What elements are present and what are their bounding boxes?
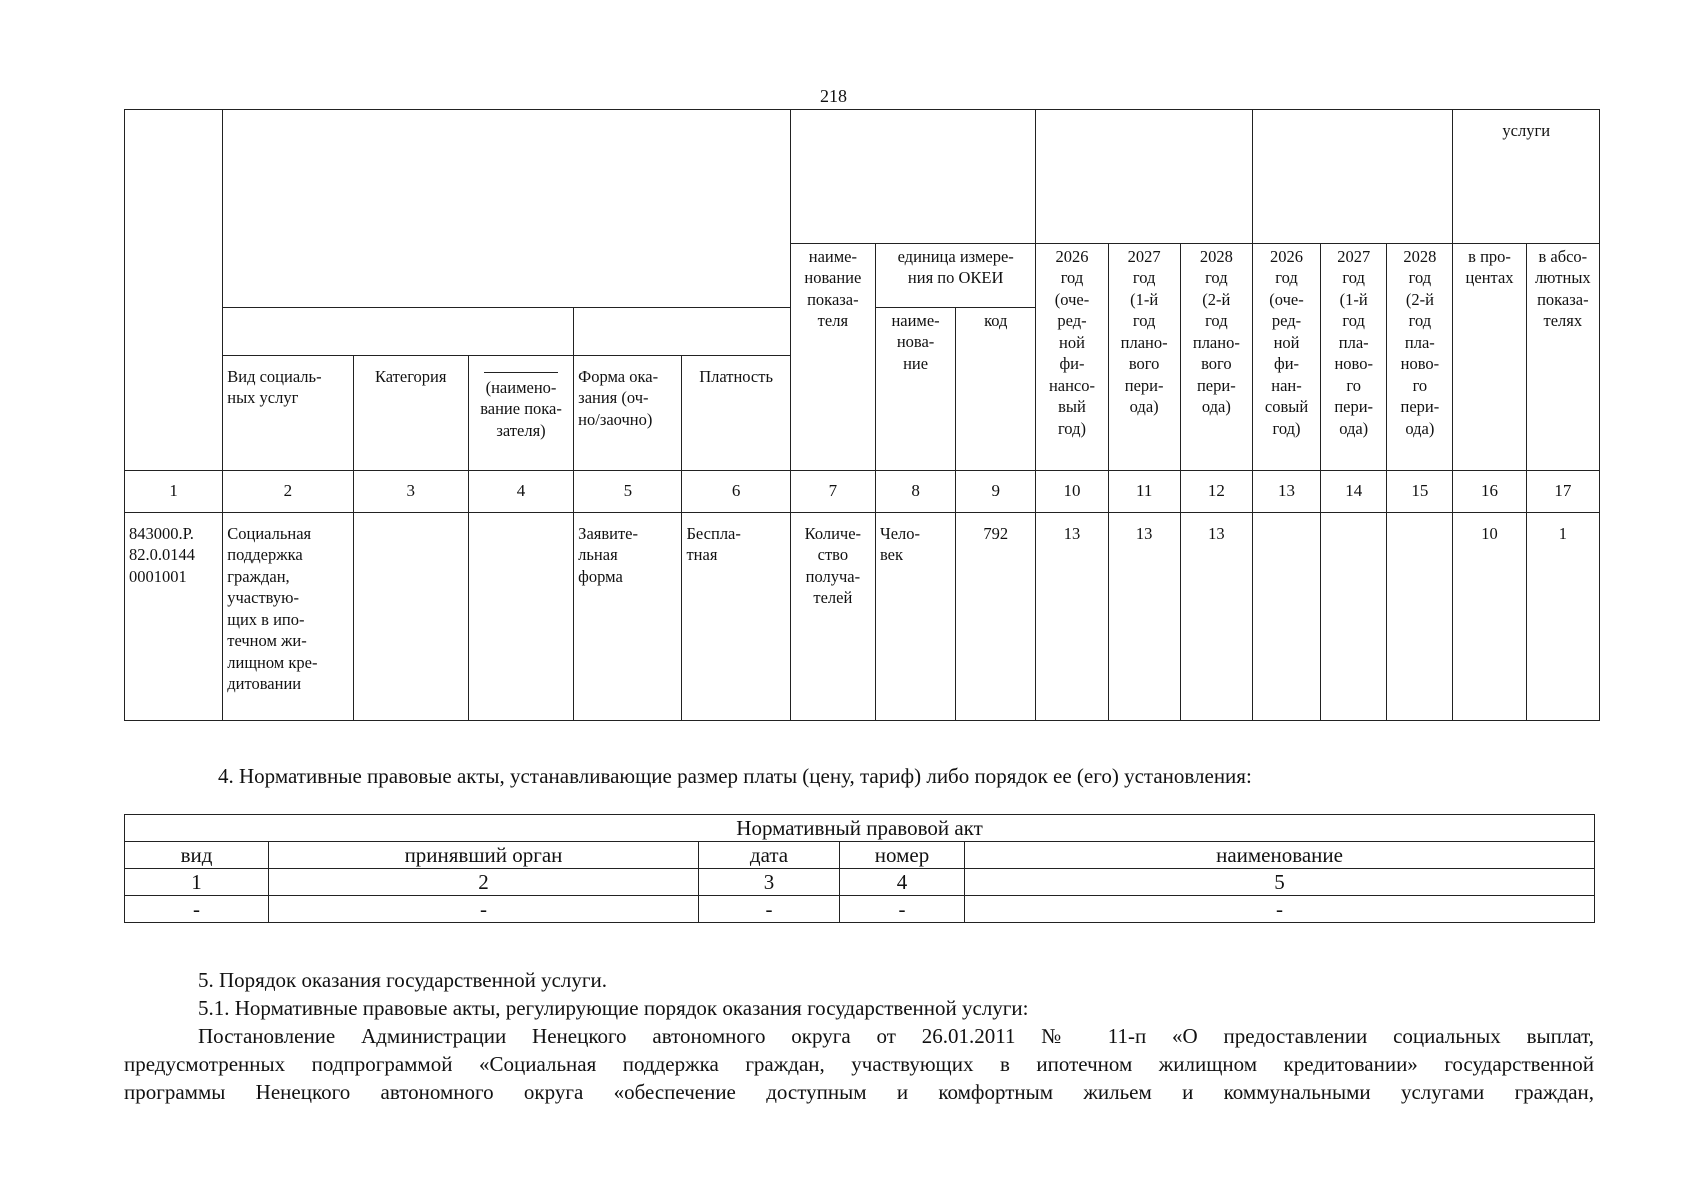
- col-number: 16: [1453, 471, 1526, 513]
- table-row: [125, 513, 1600, 721]
- year-header-11: 2027 год (1-й год плано- вого пери- ода): [1108, 244, 1180, 471]
- value-2028: 13: [1180, 513, 1252, 721]
- table-row: [125, 896, 1595, 923]
- payment-cell: Беспла- тная: [682, 513, 790, 721]
- legal-acts-title: Нормативный правовой акт: [125, 815, 1595, 842]
- indicator-name-header: наиме- нование показа- теля: [790, 244, 875, 471]
- header-group-indicator: [790, 110, 1036, 244]
- acts-col-number: 2: [269, 869, 699, 896]
- deviation-absolute: 1: [1526, 513, 1599, 721]
- payment-header: Платность: [682, 356, 790, 471]
- col-number: 10: [1036, 471, 1108, 513]
- acts-header-number: номер: [840, 842, 965, 869]
- header-group-price: [1252, 110, 1453, 244]
- year-header-10: 2026 год (оче- ред- ной фи- нансо- вый год): [1036, 244, 1108, 471]
- col-number: 7: [790, 471, 875, 513]
- absolute-header: в абсо- лютных показа- телях: [1526, 244, 1599, 471]
- body-line-1: Постановление Администрации Ненецкого автономного округа от 26.01.2011 № 11-п «О предоставлении социальных выплат,: [198, 1024, 1594, 1048]
- col-number: 1: [125, 471, 223, 513]
- form-header: Форма ока- зания (оч- но/заочно): [574, 356, 682, 471]
- acts-cell: -: [840, 896, 965, 923]
- form-cell: Заявите- льная форма: [574, 513, 682, 721]
- year-header-15: 2028 год (2-й год пла- ново- го пери- ода): [1387, 244, 1453, 471]
- indicator-header-text: (наимено- вание пока- зателя): [480, 378, 562, 440]
- col-number: 8: [875, 471, 955, 513]
- col-number: 3: [353, 471, 468, 513]
- indicator-name-cell: Количе- ство получа- телей: [790, 513, 875, 721]
- col-number: 5: [574, 471, 682, 513]
- acts-cell: -: [699, 896, 840, 923]
- service-type-header: Вид социаль- ных услуг: [223, 356, 353, 471]
- service-name: Социальная поддержка граждан, участвую- щих в ипо- течном жи- лищном кре- дитовании: [223, 513, 353, 721]
- section4-title: 4. Нормативные правовые акты, устанавливающие размер платы (цену, тариф) либо порядок ее (его) установления:: [218, 764, 1252, 788]
- acts-cell: -: [125, 896, 269, 923]
- header-top-right: услуги: [1453, 110, 1600, 244]
- year-header-13: 2026 год (оче- ред- ной фи- нан- совый год): [1252, 244, 1320, 471]
- col-number: 9: [956, 471, 1036, 513]
- value-2027: 13: [1108, 513, 1180, 721]
- section5-subtitle: 5.1. Нормативные правовые акты, регулирующие порядок оказания государственной услуги:: [198, 996, 1029, 1020]
- col-number: 6: [682, 471, 790, 513]
- col-number: 2: [223, 471, 353, 513]
- section5-title: 5. Порядок оказания государственной услуги.: [198, 968, 607, 992]
- unit-name-cell: Чело- век: [875, 513, 955, 721]
- col-number: 4: [468, 471, 573, 513]
- col-number: 13: [1252, 471, 1320, 513]
- percent-header: в про- центах: [1453, 244, 1526, 471]
- acts-header-name: наименование: [965, 842, 1595, 869]
- page-number: 218: [820, 86, 847, 106]
- category-cell: [353, 513, 468, 721]
- price-2027: [1321, 513, 1387, 721]
- registry-code: 843000.Р. 82.0.0144 0001001: [125, 513, 223, 721]
- price-2026: [1252, 513, 1320, 721]
- header-group-content: [223, 110, 791, 308]
- year-header-12: 2028 год (2-й год плано- вого пери- ода): [1180, 244, 1252, 471]
- legal-acts-table: [124, 814, 1595, 923]
- price-2028: [1387, 513, 1453, 721]
- unit-code-cell: 792: [956, 513, 1036, 721]
- body-line-2: предусмотренных подпрограммой «Социальная поддержка граждан, участвующих в ипотечном жилищном кредитовании» государственной: [124, 1052, 1594, 1076]
- blank-line: [484, 372, 558, 373]
- category-header: Категория: [353, 356, 468, 471]
- year-header-14: 2027 год (1-й год пла- ново- го пери- ода): [1321, 244, 1387, 471]
- header-spacer-left: [223, 308, 574, 356]
- header-cell-1: [125, 110, 223, 471]
- acts-header-authority: принявший орган: [269, 842, 699, 869]
- value-2026: 13: [1036, 513, 1108, 721]
- col-number: 14: [1321, 471, 1387, 513]
- deviation-percent: 10: [1453, 513, 1526, 721]
- col-number: 17: [1526, 471, 1599, 513]
- acts-cell: -: [269, 896, 699, 923]
- acts-col-number: 4: [840, 869, 965, 896]
- unit-code-header: код: [956, 308, 1036, 471]
- indicator-header: [468, 356, 573, 471]
- indicator-cell: [468, 513, 573, 721]
- header-spacer-right: [574, 308, 791, 356]
- col-number: 15: [1387, 471, 1453, 513]
- acts-header-date: дата: [699, 842, 840, 869]
- acts-col-number: 5: [965, 869, 1595, 896]
- unit-header: единица измере- ния по ОКЕИ: [875, 244, 1035, 308]
- acts-col-number: 3: [699, 869, 840, 896]
- acts-header-type: вид: [125, 842, 269, 869]
- service-volume-table: [124, 109, 1600, 721]
- col-number: 11: [1108, 471, 1180, 513]
- col-number: 12: [1180, 471, 1252, 513]
- header-group-value: [1036, 110, 1253, 244]
- body-line-3: программы Ненецкого автономного округа «обеспечение доступным и комфортным жильем и коммунальными услугами граждан,: [124, 1080, 1594, 1104]
- acts-col-number: 1: [125, 869, 269, 896]
- unit-name-header: наиме- нова- ние: [875, 308, 955, 471]
- acts-cell: -: [965, 896, 1595, 923]
